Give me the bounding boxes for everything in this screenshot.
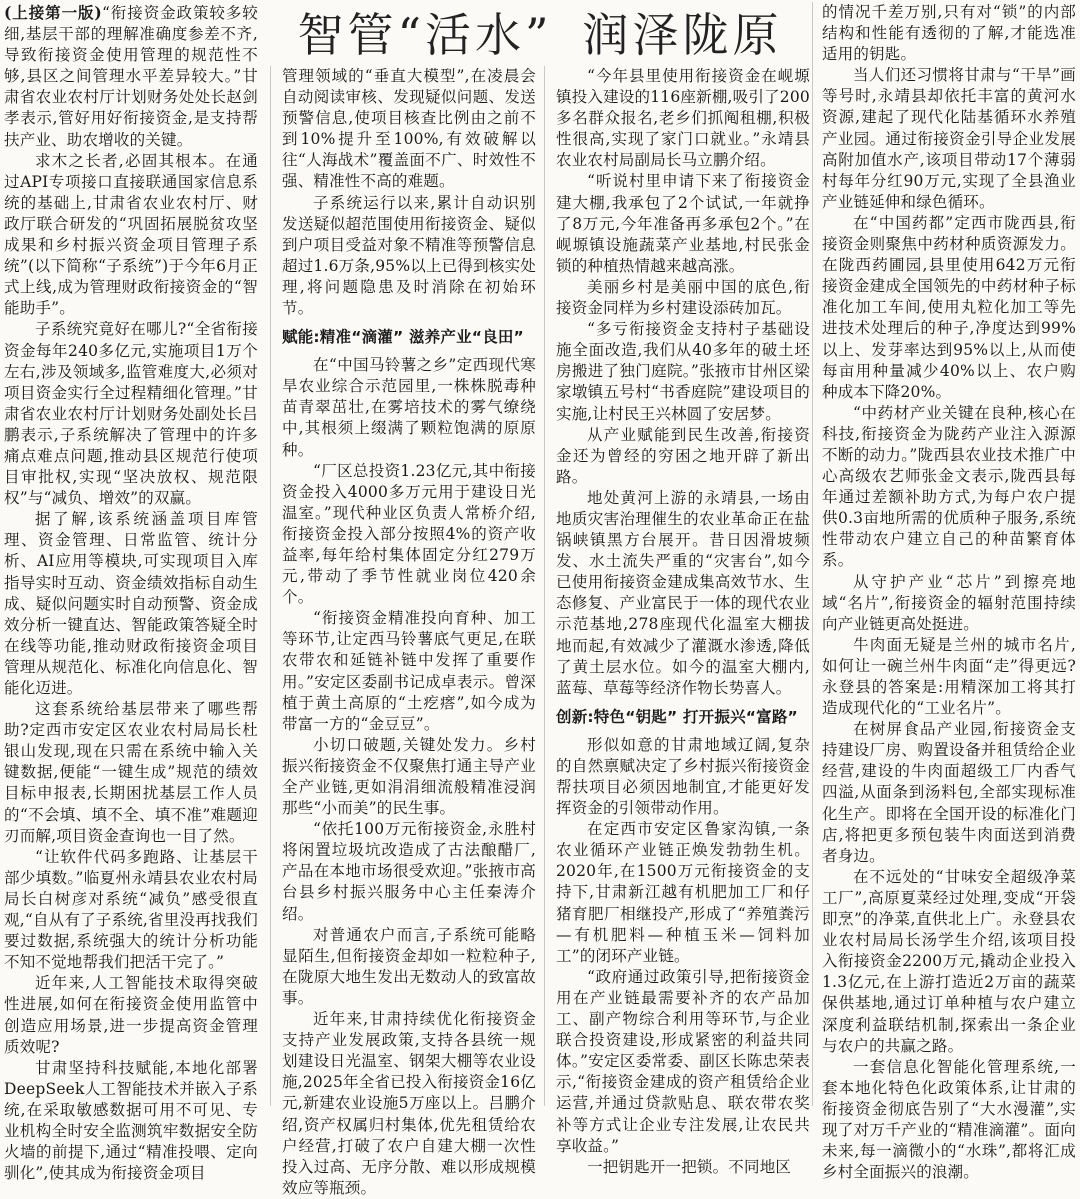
paragraph: 子系统究竟好在哪儿?“全省衔接资金每年240多亿元,实施项目1万个左右,涉及领域多,监管难度大,必须对项目资金实行全过程精细化管理。”甘肃省农业农村厅计划财务处副处长吕鹏表示,子系统解决了管理中的许多痛点难点问题,推动县区规范行使项目审批权,实现“坚决放权、规范限权”与“减负、增效”的双赢。 <box>4 320 258 508</box>
paragraph: (上接第一版)“衔接资金政策较多较细,基层干部的理解准确度参差不齐,导致衔接资金使用管理的规范性不够,县区之间管理水平差异较大。”甘肃省农业农村厅计划财务处处长赵剑孝表示,管好用好衔接资金,是支持帮扶产业、助农增收的关键。 <box>4 3 258 149</box>
paragraph: 这套系统给基层带来了哪些帮助?定西市安定区农业农村局局长杜银山发现,现在只需在系统中输入关键数据,便能“一键生成”规范的绩效目标申报表,长期困扰基层工作人员的“不会填、填不全、填不准”难题迎刃而解,项目资金查询也一目了然。 <box>4 700 258 845</box>
paragraph: “今年县里使用衔接资金在岘塬镇投入建设的116座新棚,吸引了200多名群众报名,老乡们抓阄租棚,积极性很高,实现了家门口就业。”永靖县农业农村局副局长马立鹏介绍。 <box>556 67 810 170</box>
paragraph: 在“中国药都”定西市陇西县,衔接资金则聚焦中药材种质资源发力。在陇西药圃园,县里使用642万元衔接资金建成全国领先的中药材种子标准化加工车间,使用丸粒化加工等先进技术处理后的种子,净度达到99%以上、发芽率达到95%以上,从而使每亩用种量减少40%以上、农户购种成本下降20%。 <box>822 213 1076 401</box>
column-divider <box>812 2 813 1106</box>
paragraph: “听说村里申请下来了衔接资金建大棚,我承包了2个试试,一年就挣了8万元,今年准备再多承包2个。”在岘塬镇设施蔬菜产业基地,村民张金锁的种植热情越来越高涨。 <box>556 172 810 275</box>
paragraph: “依托100万元衔接资金,永胜村将闲置垃圾坑改造成了古法酿醋厂,产品在本地市场很受欢迎。”张掖市高台县乡村振兴服务中心主任秦涛介绍。 <box>282 820 536 923</box>
paragraph: 小切口破题,关键处发力。乡村振兴衔接资金不仅聚焦打通主导产业全产业链,更如涓涓细流般精准浸润那些“小而美”的民生事。 <box>282 735 536 818</box>
column-divider <box>270 66 271 1106</box>
continuation-label: (上接第一版) <box>4 3 102 22</box>
column-divider <box>544 66 545 1106</box>
paragraph: “多亏衔接资金支持村子基础设施全面改造,我们从40多年的破土坯房搬进了独门庭院。”张掖市甘州区梁家墩镇五号村“书香庭院”建设项目的实施,让村民王兴林圆了安居梦。 <box>556 320 810 423</box>
column-2 <box>282 66 536 1197</box>
paragraph: 一把钥匙开一把锁。不同地区 <box>587 1157 792 1176</box>
column-4 <box>822 2 1076 1182</box>
section-heading: 创新:特色“钥匙” 打开振兴“富路” <box>556 707 798 726</box>
paragraph: 美丽乡村是美丽中国的底色,衔接资金同样为乡村建设添砖加瓦。 <box>556 277 810 318</box>
headline-part1: 智管“活水” <box>297 8 553 62</box>
paragraph: 的情况千差万别,只有对“锁”的内部结构和性能有透彻的了解,才能选准适用的钥匙。 <box>822 3 1076 64</box>
paragraph: 在不远处的“甘味安全超级净菜工厂”,高原夏菜经过处理,变成“开袋即烹”的净菜,直供北上广。永登县农业农村局局长汤学生介绍,该项目投入衔接资金2200万元,撬动企业投入1.3亿元,在上游打造近2万亩的蔬菜保供基地,通过订单种植与农户建立深度利益联结机制,探索出一条企业与农户的共赢之路。 <box>822 867 1076 1055</box>
column-3 <box>556 66 810 1176</box>
paragraph: “让软件代码多跑路、让基层干部少填数。”临夏州永靖县农业农村局局长白树彦对系统“减负”感受很直观,“自从有了子系统,省里没再找我们要过数据,系统强大的统计分析功能不知不觉地帮我们把活干完了。” <box>4 847 258 972</box>
paragraph: 在定西市安定区鲁家沟镇,一条农业循环产业链正焕发勃勃生机。2020年,在1500万元衔接资金的支持下,甘肃新江越有机肥加工厂和仔猪育肥厂相继投产,形成了“养殖粪污—有机肥料—种植玉米—饲料加工”的闭环产业链。 <box>556 820 810 965</box>
paragraph: 形似如意的甘肃地域辽阔,复杂的自然禀赋决定了乡村振兴衔接资金帮扶项目必须因地制宜,才能更好发挥资金的引领带动作用。 <box>556 735 810 818</box>
paragraph: “厂区总投资1.23亿元,其中衔接资金投入4000多万元用于建设日光温室。”现代种业区负责人常桥介绍,衔接资金投入部分按照4%的资产收益率,每年给村集体固定分红279万元,带动了季节性就业岗位420余个。 <box>282 461 536 607</box>
paragraph: 管理领域的“垂直大模型”,在凌晨会自动阅读审核、发现疑似问题、发送预警信息,使项目核查比例由之前不到10%提升至100%,有效破解以往“人海战术”覆盖面不广、时效性不强、精准性不高的难题。 <box>282 67 536 191</box>
paragraph: 一套信息化智能化管理系统,一套本地化特色化政策体系,让甘肃的衔接资金彻底告别了“大水漫灌”,实现了对万千产业的“精准滴灌”。面向未来,每一滴微小的“水珠”,都将汇成乡村全面振兴的浪潮。 <box>822 1057 1076 1182</box>
paragraph: 求木之长者,必固其根本。在通过API专项接口直接联通国家信息系统的基础上,甘肃省农业农村厅、财政厅联合研发的“巩固拓展脱贫攻坚成果和乡村振兴资金项目管理子系统”(以下简称“子系统”)于今年6月正式上线,成为管理财政衔接资金的“智能助手”。 <box>4 151 258 318</box>
paragraph: 在“中国马铃薯之乡”定西现代寒旱农业综合示范园里,一株株脱毒种苗青翠茁壮,在雾培技术的雾气缭绕中,其根须上缀满了颗粒饱满的原原种。 <box>282 356 536 459</box>
column-1 <box>4 2 258 1183</box>
paragraph: 对普通农户而言,子系统可能略显陌生,但衔接资金却如一粒粒种子,在陇原大地生发出无数动人的致富故事。 <box>282 925 536 1007</box>
paragraph: 在树屏食品产业园,衔接资金支持建设厂房、购置设备并租赁给企业经营,建设的牛肉面超级工厂内香气四溢,从面条到汤料包,全部实现标准化生产。即将在全国开设的标准化门店,将把更多预包装牛肉面送到消费者身边。 <box>822 720 1076 865</box>
paragraph: 近年来,甘肃持续优化衔接资金支持产业发展政策,支持各县统一规划建设日光温室、钢架大棚等农业设施,2025年全省已投入衔接资金16亿元,新建农业设施5万座以上。吕鹏介绍,资产权属归村集体,优先租赁给农户经营,打破了农户自建大棚一次性投入过高、无序分散、难以形成规模效应等瓶颈。 <box>282 1010 536 1197</box>
paragraph: “衔接资金精准投向育种、加工等环节,让定西马铃薯底气更足,在联农带农和延链补链中发挥了重要作用。”安定区委副书记成卓表示。曾深植于黄土高原的“土疙瘩”,如今成为带富一方的“金豆豆”。 <box>282 609 536 733</box>
paragraph: 牛肉面无疑是兰州的城市名片,如何让一碗兰州牛肉面“走”得更远?永登县的答案是:用精深加工将其打造成现代化的“工业名片”。 <box>822 635 1076 718</box>
paragraph: “政府通过政策引导,把衔接资金用在产业链最需要补齐的农产品加工、副产物综合利用等环节,与企业联合投资建设,形成紧密的利益共同体。”安定区委常委、副区长陈忠荣表示,“衔接资金建成的资产租赁给企业运营,并通过贷款贴息、联农带农奖补等方式让企业专注发展,让农民共享收益。” <box>556 967 810 1155</box>
paragraph: 从产业赋能到民生改善,衔接资金还为曾经的穷困之地开辟了新出路。 <box>556 425 810 486</box>
paragraph: 甘肃坚持科技赋能,本地化部署DeepSeek人工智能技术并嵌入子系统,在采取敏感数据可用不可见、专业机构全时安全监测筑牢数据安全防火墙的前提下,通过“精准投喂、定向驯化”,使其成为衔接资金项目 <box>4 1058 258 1183</box>
paragraph: 当人们还习惯将甘肃与“干旱”画等号时,永靖县却依托丰富的黄河水资源,建起了现代化陆基循环水养殖产业园。通过衔接资金引导企业发展高附加值水产,该项目带动17个薄弱村每年分红90万元,实现了全县渔业产业链延伸和绿色循环。 <box>822 66 1076 211</box>
paragraph: 地处黄河上游的永靖县,一场由地质灾害治理催生的农业革命正在盐锅峡镇黑方台展开。昔日因滑坡频发、水土流失严重的“灾害台”,如今已使用衔接资金建成集高效节水、生态修复、产业富民于一体的现代农业示范基地,278座现代化温室大棚拔地而起,有效减少了灌溉水渗透,降低了黄土层水位。如今的温室大棚内,蓝莓、草莓等经济作物长势喜人。 <box>556 488 810 697</box>
paragraph: 子系统运行以来,累计自动识别发送疑似超范围使用衔接资金、疑似到户项目受益对象不精准等预警信息超过1.6万条,95%以上已得到核实处理,将问题隐患及时消除在初始环节。 <box>282 193 536 318</box>
paragraph: 据了解,该系统涵盖项目库管理、资金管理、日常监管、统计分析、AI应用等模块,可实现项目入库指导实时互动、资金绩效指标自动生成、疑似问题实时自动预警、资金成效分析一键直达、智能政策答疑全时在线等功能,推动财政衔接资金项目管理从规范化、标准化向信息化、智能化迈进。 <box>4 510 258 697</box>
headline <box>274 0 806 64</box>
paragraph: 近年来,人工智能技术取得突破性进展,如何在衔接资金使用监管中创造应用场景,进一步提高资金管理质效呢? <box>4 974 258 1056</box>
paragraph: “中药材产业关键在良种,核心在科技,衔接资金为陇药产业注入源源不断的动力。”陇西县农业技术推广中心高级农艺师张金文表示,陇西县每年通过差额补助方式,为每户农户提供0.3亩地所需的优质种子服务,系统性带动农户建立自己的种苗繁育体系。 <box>822 403 1076 570</box>
section-heading: 赋能:精准“滴灌” 滋养产业“良田” <box>282 328 524 347</box>
headline-part2: 润泽陇原 <box>582 8 783 62</box>
paragraph: 从守护产业“芯片”到擦亮地域“名片”,衔接资金的辐射范围持续向产业链更高处挺进。 <box>822 572 1076 633</box>
